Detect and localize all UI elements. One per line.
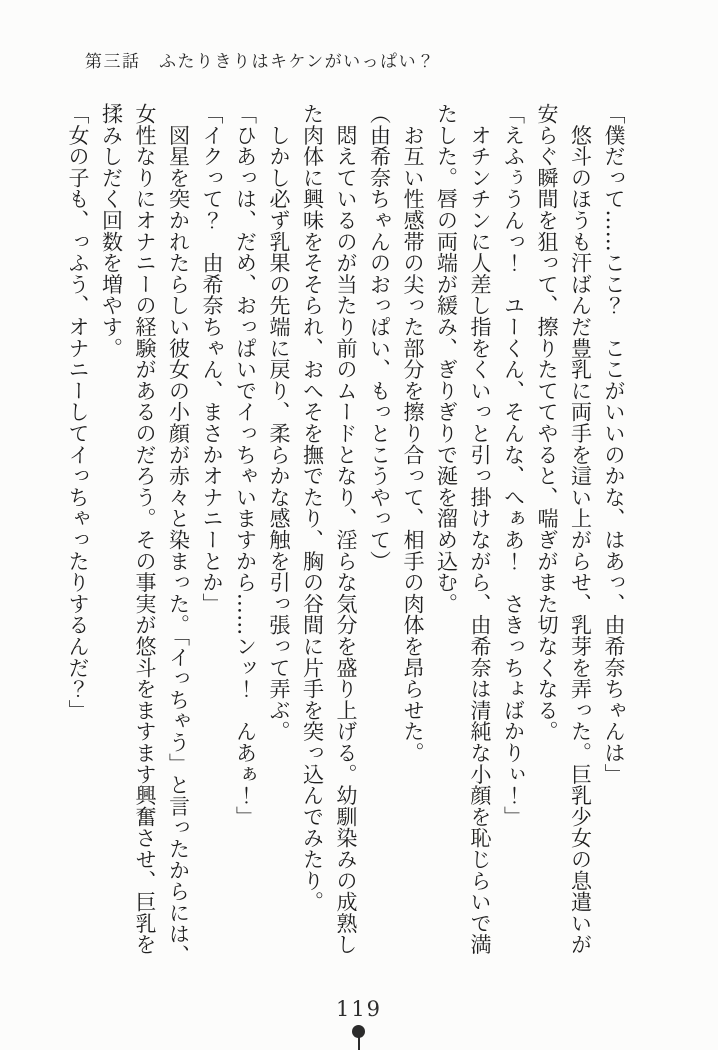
text-column: 悠斗のほうも汗ばんだ豊乳に両手を這い上がらせ、乳芽を弄った。巨乳少女の息遣いが [568,103,593,955]
text-column: 悶えているのが当たり前のムードとなり、淫らな気分を盛り上げる。幼馴染みの成熟し [334,103,358,955]
text-column: しかし必ず乳果の先端に戻り、柔らかな感触を引っ張って弄ぶ。 [267,103,291,742]
text-column: た肉体に興味をそそられ、おへそを撫でたり、胸の谷間に片手を突っ込んでみたり。 [300,103,325,913]
pin-stem [358,1036,360,1050]
text-column: 「えふぅうんっ！ ユーくん、そんな、へぁあ！ さきっちょばかりぃ！」 [501,103,526,828]
text-column: 女性なりにオナニーの経験があるのだろう。その事実が悠斗をますます興奮させ、巨乳を [133,103,157,955]
text-column: お互い性感帯の尖った部分を擦り合って、相手の肉体を昂らせた。 [401,103,425,764]
text-column: 揉みしだく回数を増やす。 [99,103,124,359]
text-column: 「イクって？ 由希奈ちゃん、まさかオナニーとか」 [200,103,224,615]
text-column: オチンチンに人差し指をくいっと引っ掛けながら、由希奈は清純な小顔を恥じらいで満 [468,103,492,955]
text-column: 安らぐ瞬間を狙って、擦りたててやると、喘ぎがまた切なくなる。 [535,103,559,742]
page-number: 119 [335,997,383,1021]
chapter-heading: 第三話 ふたりきりはキケンがいっぱい？ [85,52,436,72]
text-body [61,103,631,966]
text-column: 図星を突かれたらしい彼女の小顔が赤々と染まった。「イっちゃう」と言ったからには、 [166,103,191,966]
text-column: たした。唇の両端が緩み、ぎりぎりで涎を溜め込む。 [434,103,459,615]
text-column: 「ひあっは、だめ、おっぱいでイっちゃいますから……ンッ！ んあぁ！」 [233,103,258,828]
text-column: 「僕だって……ここ？ ここがいいのかな、はあっ、由希奈ちゃんは」 [602,103,626,785]
pin-marker-icon [352,1025,366,1050]
text-column: 「女の子も、っふう、オナニーしてイっちゃったりするんだ？」 [66,103,90,721]
text-column: （由希奈ちゃんのおっぱい、もっとこうやって） [367,103,392,572]
